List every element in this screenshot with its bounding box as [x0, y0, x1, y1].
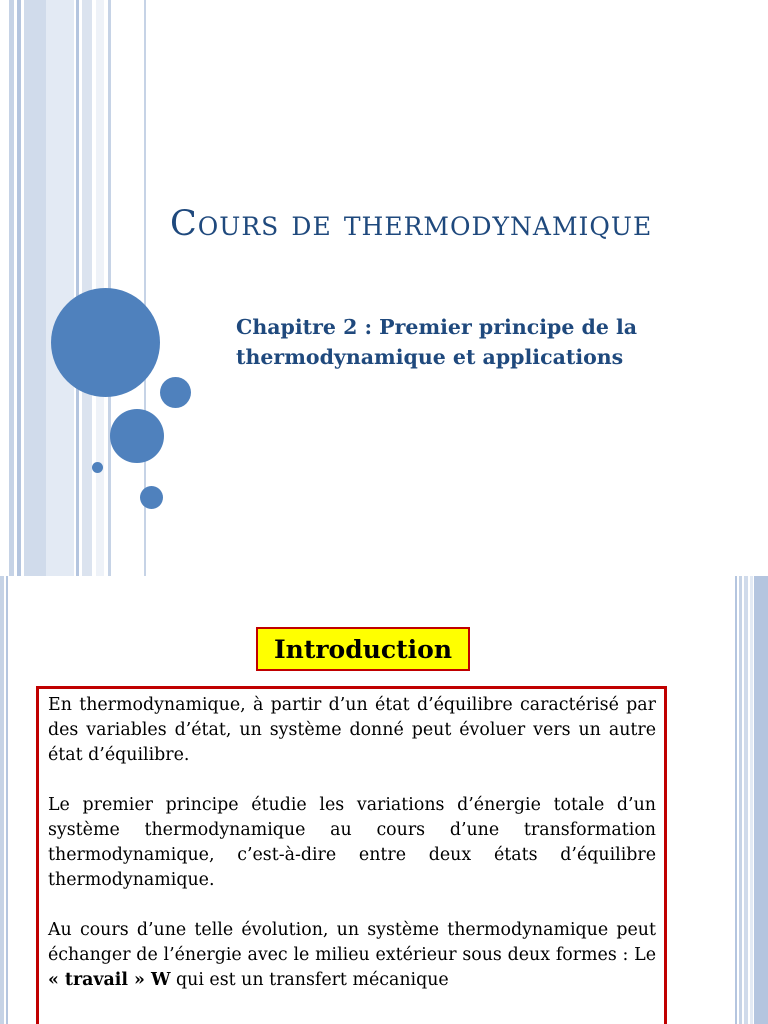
decor-stripe [46, 0, 74, 576]
paragraph: En thermodynamique, à partir d’un état d’équilibre caractérisé par des variables d’état, un système donné peut évoluer vers un autre état d’équilibre. [48, 695, 656, 765]
decor-stripe [739, 576, 742, 1024]
decor-stripe [6, 576, 8, 1024]
decor-stripe [744, 576, 748, 1024]
decor-circle [160, 377, 191, 408]
introduction-heading: Introduction [256, 627, 470, 671]
decor-stripe [24, 0, 46, 576]
decor-circle-tiny [92, 462, 103, 473]
slide-title: Cours de thermodynamique [170, 204, 653, 244]
decor-stripe [735, 576, 737, 1024]
decor-stripe [750, 576, 753, 1024]
decor-stripe [9, 0, 14, 576]
introduction-text-box [36, 686, 667, 1024]
bold-term-travail: « travail » W [48, 970, 171, 990]
paragraph-text: Au cours d’une telle évolution, un système thermodynamique peut échanger de l’énergie avec le milieu extérieur sous deux formes : Le [48, 920, 656, 965]
introduction-slide [0, 576, 768, 1024]
paragraph-text: qui est un transfert mécanique [170, 970, 449, 990]
decor-stripe [76, 0, 79, 576]
decor-stripe [0, 0, 9, 576]
decor-stripe [17, 0, 21, 576]
paragraph [48, 918, 656, 993]
paragraph: Le premier principe étudie les variations d’énergie totale d’un système thermodynamique au cours d’une transformation thermodynamique, c’est-à-dire entre deux états d’équilibre thermodynamique. [48, 795, 656, 890]
slide-subtitle: Chapitre 2 : Premier principe de la thermodynamique et applications [236, 315, 638, 369]
decor-circle [140, 486, 163, 509]
decor-stripe [754, 576, 768, 1024]
decor-circle [110, 409, 164, 463]
decor-stripe [82, 0, 92, 576]
decor-circle-large [51, 288, 160, 397]
decor-stripe [0, 576, 4, 1024]
